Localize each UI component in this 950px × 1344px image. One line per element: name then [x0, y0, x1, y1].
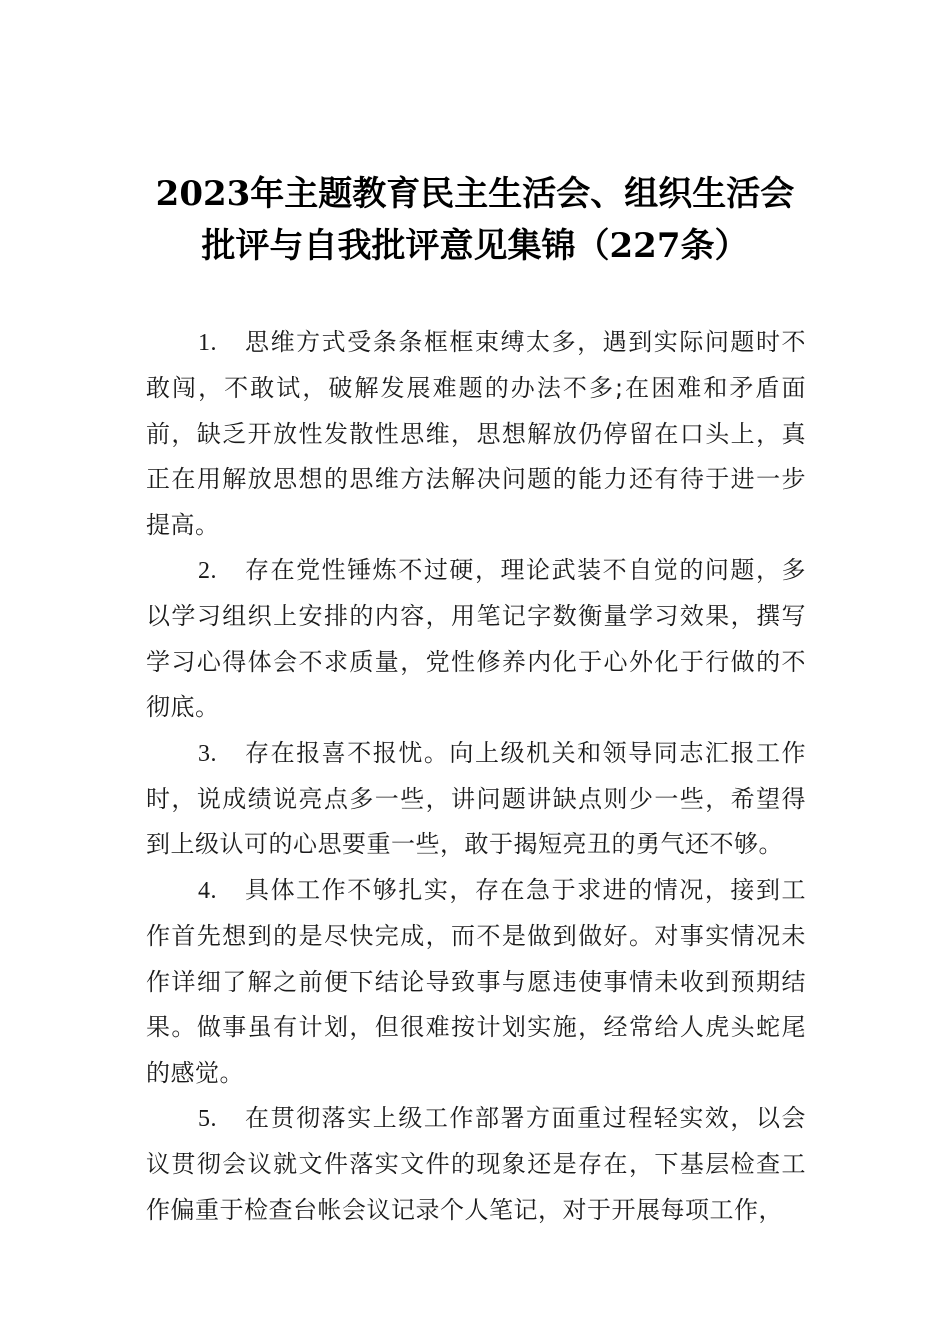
- item-text: 存在党性锤炼不过硬，理论武装不自觉的问题，多以学习组织上安排的内容，用笔记字数衡量学习效果，撰写学习心得体会不求质量，党性修养内化于心外化于行做的不彻底。: [146, 556, 806, 722]
- document-title: [140, 168, 810, 272]
- title-line-1: 2023年主题教育民主生活会、组织生活会: [155, 174, 795, 214]
- title-line-2: 批评与自我批评意见集锦（227条）: [201, 226, 749, 266]
- list-item: [146, 731, 806, 868]
- document-body: [146, 320, 806, 1233]
- list-item: [146, 548, 806, 731]
- item-number: 5.: [198, 1105, 217, 1132]
- list-item: [146, 320, 806, 548]
- item-text: 具体工作不够扎实，存在急于求进的情况，接到工作首先想到的是尽快完成，而不是做到做好。对事实情况未作详细了解之前便下结论导致事与愿违使事情未收到预期结果。做事虽有计划，但很难按计划实施，经常给人虎头蛇尾的感觉。: [146, 875, 806, 1087]
- item-number: 1.: [198, 330, 217, 356]
- item-number: 4.: [198, 877, 217, 904]
- item-number: 3.: [198, 740, 217, 767]
- item-number: 2.: [198, 558, 217, 585]
- item-text: 在贯彻落实上级工作部署方面重过程轻实效，以会议贯彻会议就文件落实文件的现象还是存在，下基层检查工作偏重于检查台帐会议记录个人笔记，对于开展每项工作，: [146, 1103, 806, 1224]
- item-text: 存在报喜不报忧。向上级机关和领导同志汇报工作时，说成绩说亮点多一些，讲问题讲缺点则少一些，希望得到上级认可的心思要重一些，敢于揭短亮丑的勇气还不够。: [146, 738, 806, 859]
- list-item: [146, 868, 806, 1096]
- list-item: [146, 1096, 806, 1233]
- item-text: 思维方式受条条框框束缚太多，遇到实际问题时不敢闯，不敢试，破解发展难题的办法不多;在困难和矛盾面前，缺乏开放性发散性思维，思想解放仍停留在口头上，真正在用解放思想的思维方法解决问题的能力还有待于进一步提高。: [146, 328, 806, 539]
